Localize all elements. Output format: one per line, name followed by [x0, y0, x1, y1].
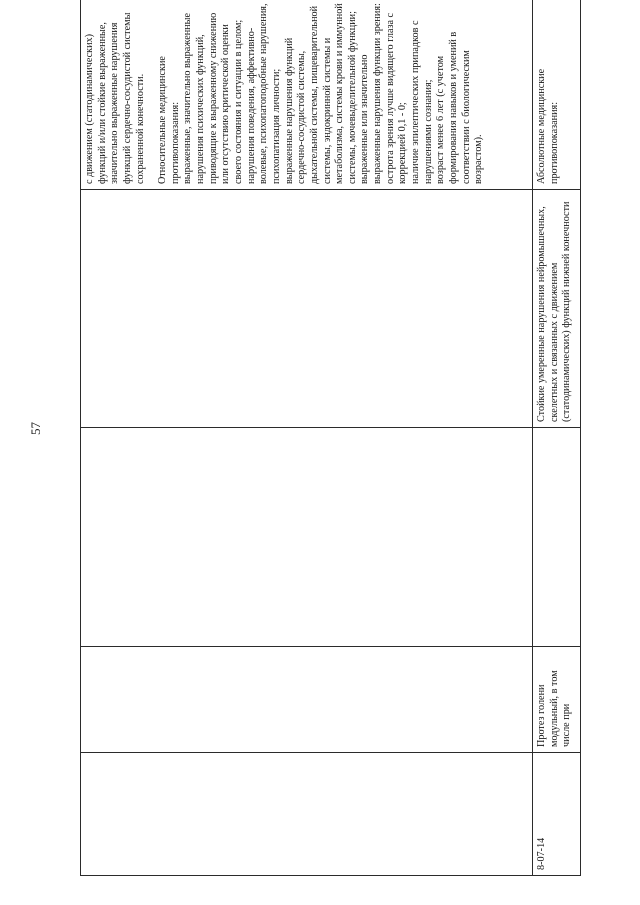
rotated-table-container [80, 3, 573, 876]
text-line: выраженные, значительно выраженные [182, 13, 194, 184]
text-line: Стойкие умеренные нарушения нейромышечных, [536, 206, 547, 422]
text-line: Протез голени [536, 684, 547, 747]
contraindications-text [84, 0, 486, 184]
page-number: 57 [28, 422, 43, 435]
cell-blank [81, 753, 533, 876]
text-line: или отсутствию критической оценки [220, 24, 232, 184]
text-line: функций и/или стойкие выраженные, [96, 22, 108, 184]
text-line: скелетных и связанных с движением [548, 262, 560, 422]
text-line: возраст менее 6 лет (с учетом [435, 55, 447, 184]
text-line: с движением (статодинамических) [84, 33, 95, 184]
text-line: метаболизма, системы крови и иммунной [334, 3, 346, 184]
contraindications-cell [81, 0, 533, 190]
text-line: модульный, в том [548, 670, 560, 747]
product-code: 8-07-14 [536, 837, 547, 870]
text-line: противопоказания: [548, 101, 560, 184]
text-line: формирования навыков и умений в [447, 31, 459, 184]
cell-blank [533, 428, 581, 647]
indications-table [80, 0, 581, 876]
text-line: Абсолютные медицинские [536, 68, 547, 184]
code-cell [533, 753, 581, 876]
text-line: выраженные нарушения функции зрения: [372, 3, 384, 184]
cell-blank [81, 428, 533, 647]
text-line: противопоказания: [169, 101, 181, 184]
text-line: нарушения психических функций, [195, 34, 207, 184]
product-name-cell [533, 647, 581, 753]
text-line: своего состояния и ситуации в целом; [233, 19, 245, 184]
text-line: значительно выраженные нарушения [109, 22, 121, 184]
text-line: соответствии с биологическим [460, 50, 472, 184]
text-line: наличие эпилептических припадков с [410, 20, 422, 184]
text-line: системы, эндокринной системы и [321, 37, 333, 184]
product-name [536, 652, 574, 747]
indication-cell [533, 190, 581, 428]
text-line: приводящие к выраженному снижению [207, 12, 219, 184]
text-line: числе при [561, 703, 573, 747]
text-line: нарушения поведения, аффективно- [245, 27, 257, 184]
table-row [81, 0, 533, 876]
text-line: сохраненной конечности. [134, 73, 146, 184]
text-line: функций сердечно-сосудистой системы [121, 12, 133, 184]
text-line: сердечно-сосудистой системы, [296, 50, 308, 184]
cell-blank [81, 647, 533, 753]
text-paragraph [84, 0, 147, 184]
contraindications-cell [533, 0, 581, 190]
text-line: возрастом). [473, 134, 485, 184]
text-line: острота зрения лучше видящего глаза с [384, 12, 396, 184]
contraindications-text [536, 0, 561, 184]
cell-blank [81, 190, 533, 428]
text-line: выраженные или значительно [359, 54, 371, 184]
text-line: волевые, психопатоподобные нарушения, [258, 3, 270, 184]
text-line: Относительные медицинские [157, 56, 169, 184]
indication-text [536, 195, 574, 422]
text-paragraph [157, 0, 486, 184]
text-line: выраженные нарушения функций [283, 37, 295, 184]
text-line: нарушениями сознания; [422, 79, 434, 184]
table-row [533, 0, 581, 876]
text-line: коррекцией 0,1 - 0; [397, 102, 409, 184]
text-line: системы, мочевыделительной функции; [346, 11, 358, 184]
text-line: дыхательной системы, пищеварительной [308, 5, 320, 184]
text-line: психопатизация личности; [270, 68, 282, 184]
text-line: (статодинамических) функций нижней конечности [561, 201, 573, 422]
